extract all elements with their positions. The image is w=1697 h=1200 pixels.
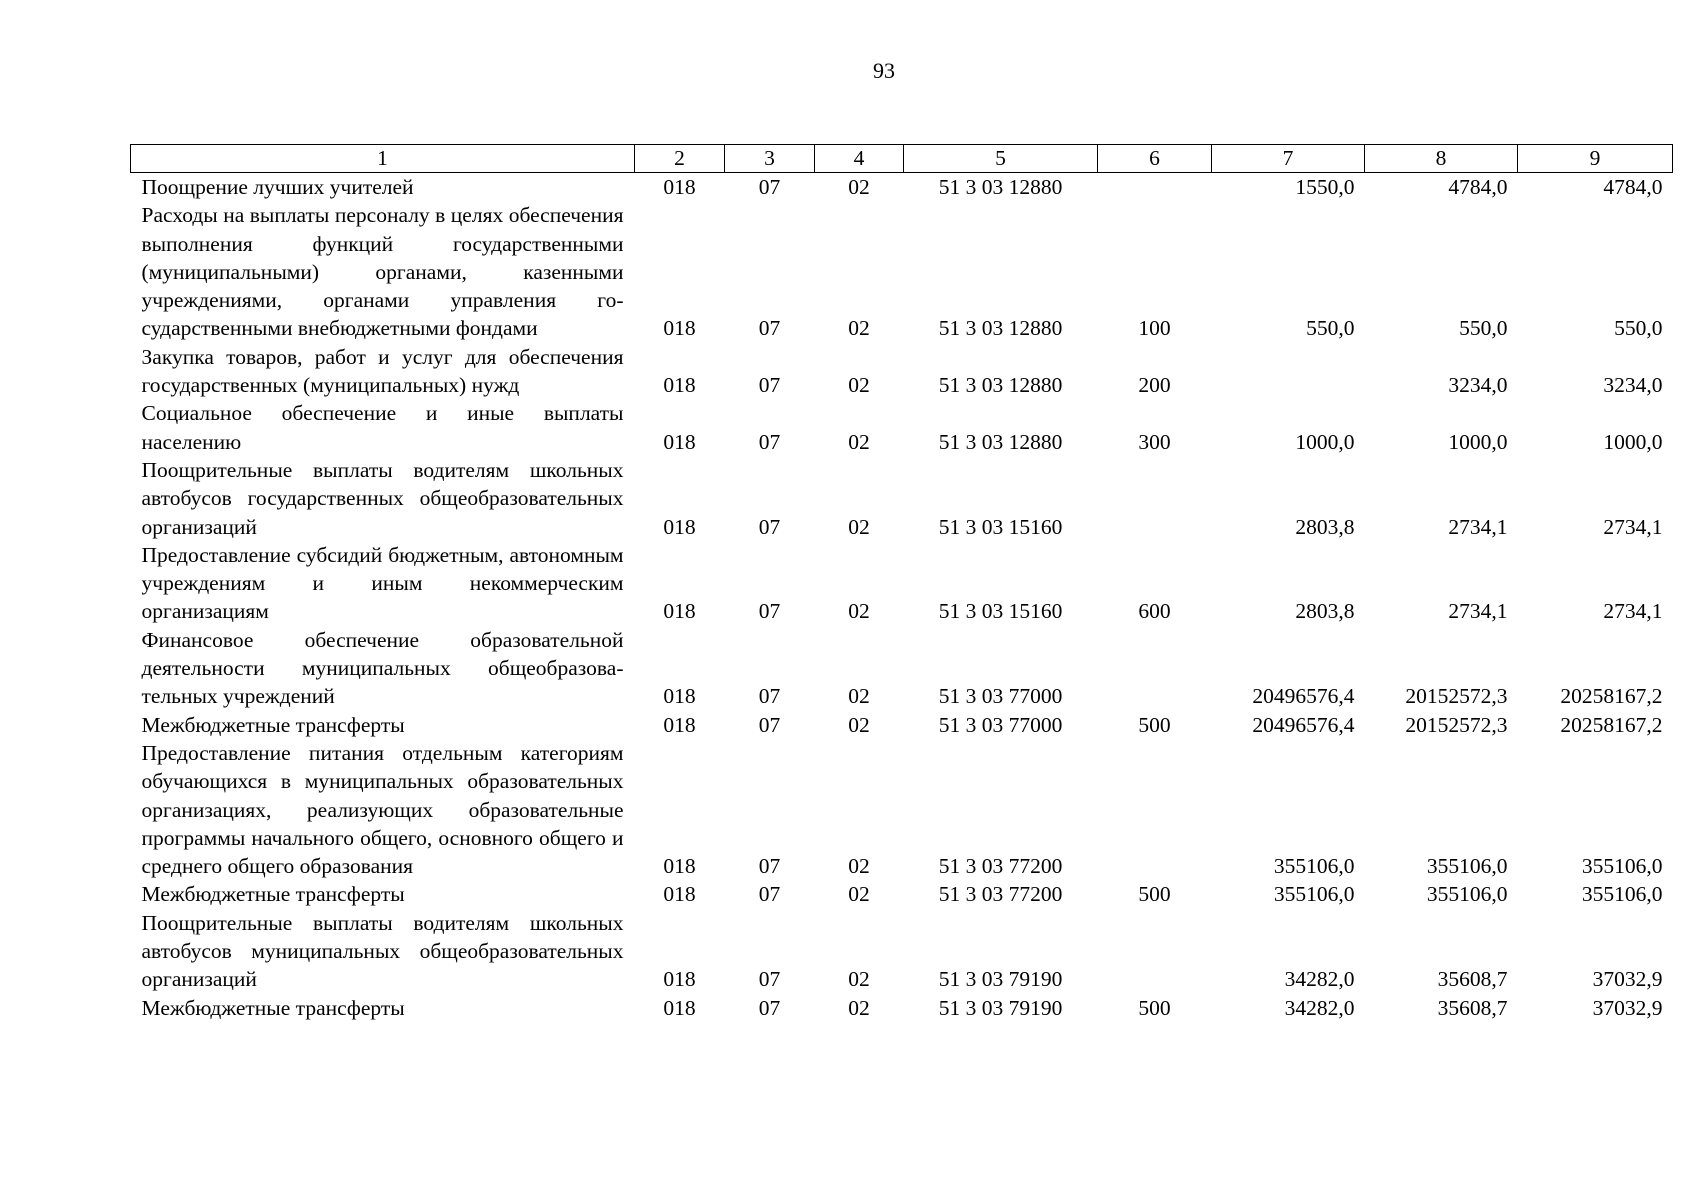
col8-cell: 355106,0 xyxy=(1426,882,1508,907)
col8-cell: 2734,1 xyxy=(1448,514,1508,539)
row-name-cell: Предоставление питания отдельным категориям обучающихся в муниципальных образовательных организациях, реализующих образовательные программы начального общего, основного общего и среднего общего образования xyxy=(141,740,624,879)
col5-cell: 51 3 03 77200 xyxy=(938,882,1063,907)
col8-cell: 550,0 xyxy=(1459,316,1508,341)
col9-cell: 2734,1 xyxy=(1603,599,1663,624)
row-name-cell: Расходы на выплаты персоналу в целях обеспечения выполнения функций государственными (муниципальными) органами, казенными учреждениями, органами управления государственными внебюджетными фондами xyxy=(141,203,624,341)
col5-cell: 51 3 03 77000 xyxy=(938,684,1063,709)
col8-cell: 35608,7 xyxy=(1437,967,1508,992)
col9-cell: 550,0 xyxy=(1614,316,1663,341)
col5-cell: 51 3 03 12880 xyxy=(938,175,1063,199)
row-name-cell: Межбюджетные трансферты xyxy=(141,882,405,907)
row-name-cell: Поощрительные выплаты водителям школьных автобусов муниципальных общеобразовательных организаций xyxy=(141,910,624,992)
col5-cell: 51 3 03 15160 xyxy=(938,514,1063,539)
col3-cell: 07 xyxy=(758,995,781,1020)
col4-cell: 02 xyxy=(848,967,870,992)
col5-cell: 51 3 03 12880 xyxy=(938,429,1063,454)
col6-cell: 200 xyxy=(1138,373,1171,398)
col9-cell: 37032,9 xyxy=(1592,967,1663,992)
col4-cell: 02 xyxy=(848,429,870,454)
col2-cell: 018 xyxy=(663,175,696,199)
col9-cell: 2734,1 xyxy=(1603,514,1663,539)
col2-cell: 018 xyxy=(663,514,696,539)
col2-cell: 018 xyxy=(663,854,696,879)
col5-cell: 51 3 03 77000 xyxy=(938,712,1063,737)
col2-cell: 018 xyxy=(663,373,696,398)
col7-cell: 2803,8 xyxy=(1295,514,1355,539)
col7-cell: 550,0 xyxy=(1306,316,1355,341)
row-name-cell: Предоставление субсидий бюджетным, автономным учреждениям и иным некоммерческим организациям xyxy=(141,542,624,624)
col2-cell: 018 xyxy=(663,712,696,737)
col3-cell: 07 xyxy=(758,514,781,539)
column-header-2: 2 xyxy=(635,145,725,173)
table-row xyxy=(131,343,1673,400)
column-header-7: 7 xyxy=(1212,145,1365,173)
col7-cell xyxy=(1212,343,1365,400)
col7-cell: 1000,0 xyxy=(1295,429,1355,454)
row-name-cell: Социальное обеспечение и иные выплаты населению xyxy=(141,401,624,454)
column-header-6: 6 xyxy=(1098,145,1212,173)
budget-table xyxy=(130,144,1673,1022)
table-row xyxy=(131,626,1673,711)
col8-cell: 20152572,3 xyxy=(1405,712,1508,737)
col7-cell: 34282,0 xyxy=(1284,995,1355,1020)
column-header-4: 4 xyxy=(815,145,904,173)
col5-cell: 51 3 03 15160 xyxy=(938,599,1063,624)
col2-cell: 018 xyxy=(663,429,696,454)
table-row xyxy=(131,456,1673,541)
col6-cell: 600 xyxy=(1138,599,1171,624)
col8-cell: 4784,0 xyxy=(1448,175,1508,199)
col4-cell: 02 xyxy=(848,684,870,709)
table-row xyxy=(131,399,1673,456)
col2-cell: 018 xyxy=(663,967,696,992)
col3-cell: 07 xyxy=(758,684,781,709)
table-row xyxy=(131,880,1673,908)
col5-cell: 51 3 03 12880 xyxy=(938,316,1063,341)
col8-cell: 2734,1 xyxy=(1448,599,1508,624)
col9-cell: 20258167,2 xyxy=(1560,684,1663,709)
col6-cell xyxy=(1098,456,1212,541)
col9-cell: 355106,0 xyxy=(1581,882,1663,907)
table-row xyxy=(131,173,1673,202)
col6-cell: 100 xyxy=(1138,316,1171,341)
column-header-9: 9 xyxy=(1518,145,1673,173)
col9-cell: 1000,0 xyxy=(1603,429,1663,454)
col3-cell: 07 xyxy=(758,429,781,454)
table-row xyxy=(131,541,1673,626)
column-header-5: 5 xyxy=(904,145,1098,173)
col3-cell: 07 xyxy=(758,967,781,992)
row-name-cell: Межбюджетные трансферты xyxy=(141,712,405,737)
col4-cell: 02 xyxy=(848,514,870,539)
col8-cell: 1000,0 xyxy=(1448,429,1508,454)
col7-cell: 355106,0 xyxy=(1273,854,1355,879)
col9-cell: 3234,0 xyxy=(1603,373,1663,398)
col6-cell: 500 xyxy=(1138,995,1171,1020)
col7-cell: 20496576,4 xyxy=(1252,684,1355,709)
col7-cell: 34282,0 xyxy=(1284,967,1355,992)
col2-cell: 018 xyxy=(663,599,696,624)
row-name-cell: Закупка товаров, работ и услуг для обеспечения государственных (муниципальных) нужд xyxy=(141,344,624,398)
col6-cell xyxy=(1098,909,1212,994)
table-body xyxy=(131,173,1673,1022)
row-name-cell: Поощрительные выплаты водителям школьных автобусов государственных общеобразовательных организаций xyxy=(141,457,624,539)
col6-cell: 500 xyxy=(1138,712,1171,737)
col7-cell: 20496576,4 xyxy=(1252,712,1355,737)
col3-cell: 07 xyxy=(758,854,781,879)
col3-cell: 07 xyxy=(758,599,781,624)
col4-cell: 02 xyxy=(848,995,870,1020)
col5-cell: 51 3 03 79190 xyxy=(938,995,1063,1020)
col3-cell: 07 xyxy=(758,373,781,398)
col5-cell: 51 3 03 12880 xyxy=(938,373,1063,398)
col4-cell: 02 xyxy=(848,599,870,624)
col7-cell: 355106,0 xyxy=(1273,882,1355,907)
col9-cell: 20258167,2 xyxy=(1560,712,1663,737)
table-header-row xyxy=(131,145,1673,173)
col6-cell: 300 xyxy=(1138,429,1171,454)
col6-cell: 500 xyxy=(1138,882,1171,907)
row-name-cell: Межбюджетные трансферты xyxy=(141,995,405,1020)
col3-cell: 07 xyxy=(758,882,781,907)
col8-cell: 35608,7 xyxy=(1437,995,1508,1020)
col4-cell: 02 xyxy=(848,882,870,907)
table-row xyxy=(131,711,1673,739)
col4-cell: 02 xyxy=(848,854,870,879)
col8-cell: 355106,0 xyxy=(1426,854,1508,879)
col3-cell: 07 xyxy=(758,175,781,199)
row-name-cell: Поощрение лучших учителей xyxy=(141,175,414,199)
table-row xyxy=(131,201,1673,342)
col6-cell xyxy=(1098,173,1212,202)
page-number: 93 xyxy=(873,58,895,83)
col4-cell: 02 xyxy=(848,175,870,199)
col5-cell: 51 3 03 77200 xyxy=(938,854,1063,879)
col7-cell: 2803,8 xyxy=(1295,599,1355,624)
col2-cell: 018 xyxy=(663,882,696,907)
col9-cell: 4784,0 xyxy=(1603,175,1663,199)
col4-cell: 02 xyxy=(848,712,870,737)
table-row xyxy=(131,909,1673,994)
row-name-cell: Финансовое обеспечение образовательной деятельности муниципальных общеобразовательных учреждений xyxy=(141,627,624,709)
col6-cell xyxy=(1098,626,1212,711)
col4-cell: 02 xyxy=(848,373,870,398)
col3-cell: 07 xyxy=(758,316,781,341)
col5-cell: 51 3 03 79190 xyxy=(938,967,1063,992)
col4-cell: 02 xyxy=(848,316,870,341)
column-header-1: 1 xyxy=(131,145,635,173)
column-header-8: 8 xyxy=(1365,145,1518,173)
column-header-3: 3 xyxy=(725,145,815,173)
col3-cell: 07 xyxy=(758,712,781,737)
col6-cell xyxy=(1098,739,1212,880)
col7-cell: 1550,0 xyxy=(1295,175,1355,199)
col2-cell: 018 xyxy=(663,684,696,709)
col9-cell: 37032,9 xyxy=(1592,995,1663,1020)
col8-cell: 20152572,3 xyxy=(1405,684,1508,709)
table-row xyxy=(131,739,1673,880)
col2-cell: 018 xyxy=(663,316,696,341)
table-row xyxy=(131,994,1673,1022)
col9-cell: 355106,0 xyxy=(1581,854,1663,879)
col2-cell: 018 xyxy=(663,995,696,1020)
col8-cell: 3234,0 xyxy=(1448,373,1508,398)
